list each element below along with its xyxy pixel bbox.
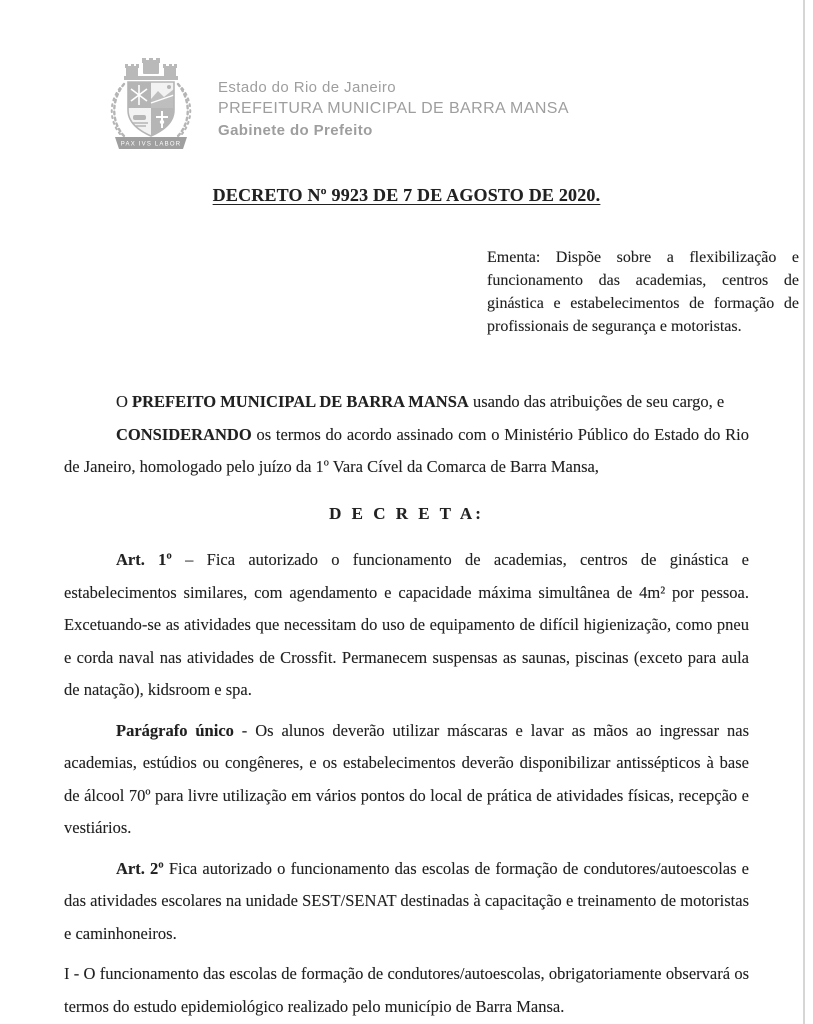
preamble-2-bold-lead: CONSIDERANDO: [116, 424, 252, 444]
paragrafo-unico-text: - Os alunos deverão utilizar máscaras e lavar as mãos ao ingressar nas academias, estúdios ou congêneres, e os estabelecimentos deverão disponibilizar antissépticos à base de álcool 70º para livre utilização em vários pontos do local de prática de atividades físicas, recepção e vestiários.: [64, 720, 749, 837]
coat-of-arms-icon: [98, 58, 204, 154]
ementa-paragraph: Ementa: Dispõe sobre a flexibilização e funcionamento das academias, centros de ginástica e estabelecimentos de formação de profissionais de segurança e motoristas.: [487, 249, 799, 335]
article-2-paragraph: [64, 853, 749, 951]
article-1-text: – Fica autorizado o funcionamento de academias, centros de ginástica e estabelecimentos similares, com agendamento e capacidade máxima simultânea de 4m² por pessoa. Excetuando-se as atividades que necessitam do uso de equipamento de difícil higienização, como pneu e corda naval nas atividades de Crossfit. Permanecem suspensas as saunas, piscinas (exceto para aula de natação), kidsroom e spa.: [64, 550, 749, 699]
item-i-paragraph: I - O funcionamento das escolas de formação de condutores/autoescolas, obrigatoriamente observará os termos do estudo epidemiológico realizado pelo município de Barra Mansa.: [64, 964, 749, 1016]
paragrafo-unico-paragraph: [64, 715, 749, 845]
article-1-bold-lead: Art. 1º: [116, 550, 172, 569]
org-line-office: Gabinete do Prefeito: [218, 121, 373, 139]
letterhead-text: [218, 79, 569, 139]
decreta-text: D E C R E T A:: [329, 503, 484, 523]
preamble-2-text: os termos do acordo assinado com o Ministério Público do Estado do Rio de Janeiro, homologado pelo juízo da 1º Vara Cível da Comarca de Barra Mansa,: [64, 424, 749, 476]
decree-title: DECRETO Nº 9923 DE 7 DE AGOSTO DE 2020.: [212, 185, 601, 205]
preamble-1-bold-lead: PREFEITO MUNICIPAL DE BARRA MANSA: [132, 392, 469, 411]
paragrafo-unico-bold-lead: Parágrafo único: [116, 720, 234, 740]
org-line-municipality: PREFEITURA MUNICIPAL DE BARRA MANSA: [218, 99, 569, 117]
coat-of-arms-motto: PAX IVS LABOR: [120, 141, 182, 148]
coat-of-arms-logo: [98, 58, 204, 159]
decreta-heading: [64, 498, 749, 531]
page-edge-line: [803, 0, 805, 1024]
org-line-state: Estado do Rio de Janeiro: [218, 78, 397, 96]
letterhead: [0, 0, 813, 159]
decree-body: [0, 386, 813, 1023]
article-2-text: Fica autorizado o funcionamento das escolas de formação de condutores/autoescolas e das atividades escolares na unidade SEST/SENAT destinadas à capacitação e treinamento de motoristas e caminhoneiros.: [64, 858, 749, 943]
preamble-1-pre: O: [116, 392, 133, 411]
preamble-paragraph-2: [64, 419, 749, 484]
article-1-paragraph: [64, 544, 749, 707]
preamble-paragraph-1: [64, 386, 749, 419]
article-2-bold-lead: Art. 2º: [116, 858, 164, 878]
preamble-1-text: usando das atribuições de seu cargo, e: [468, 392, 725, 411]
